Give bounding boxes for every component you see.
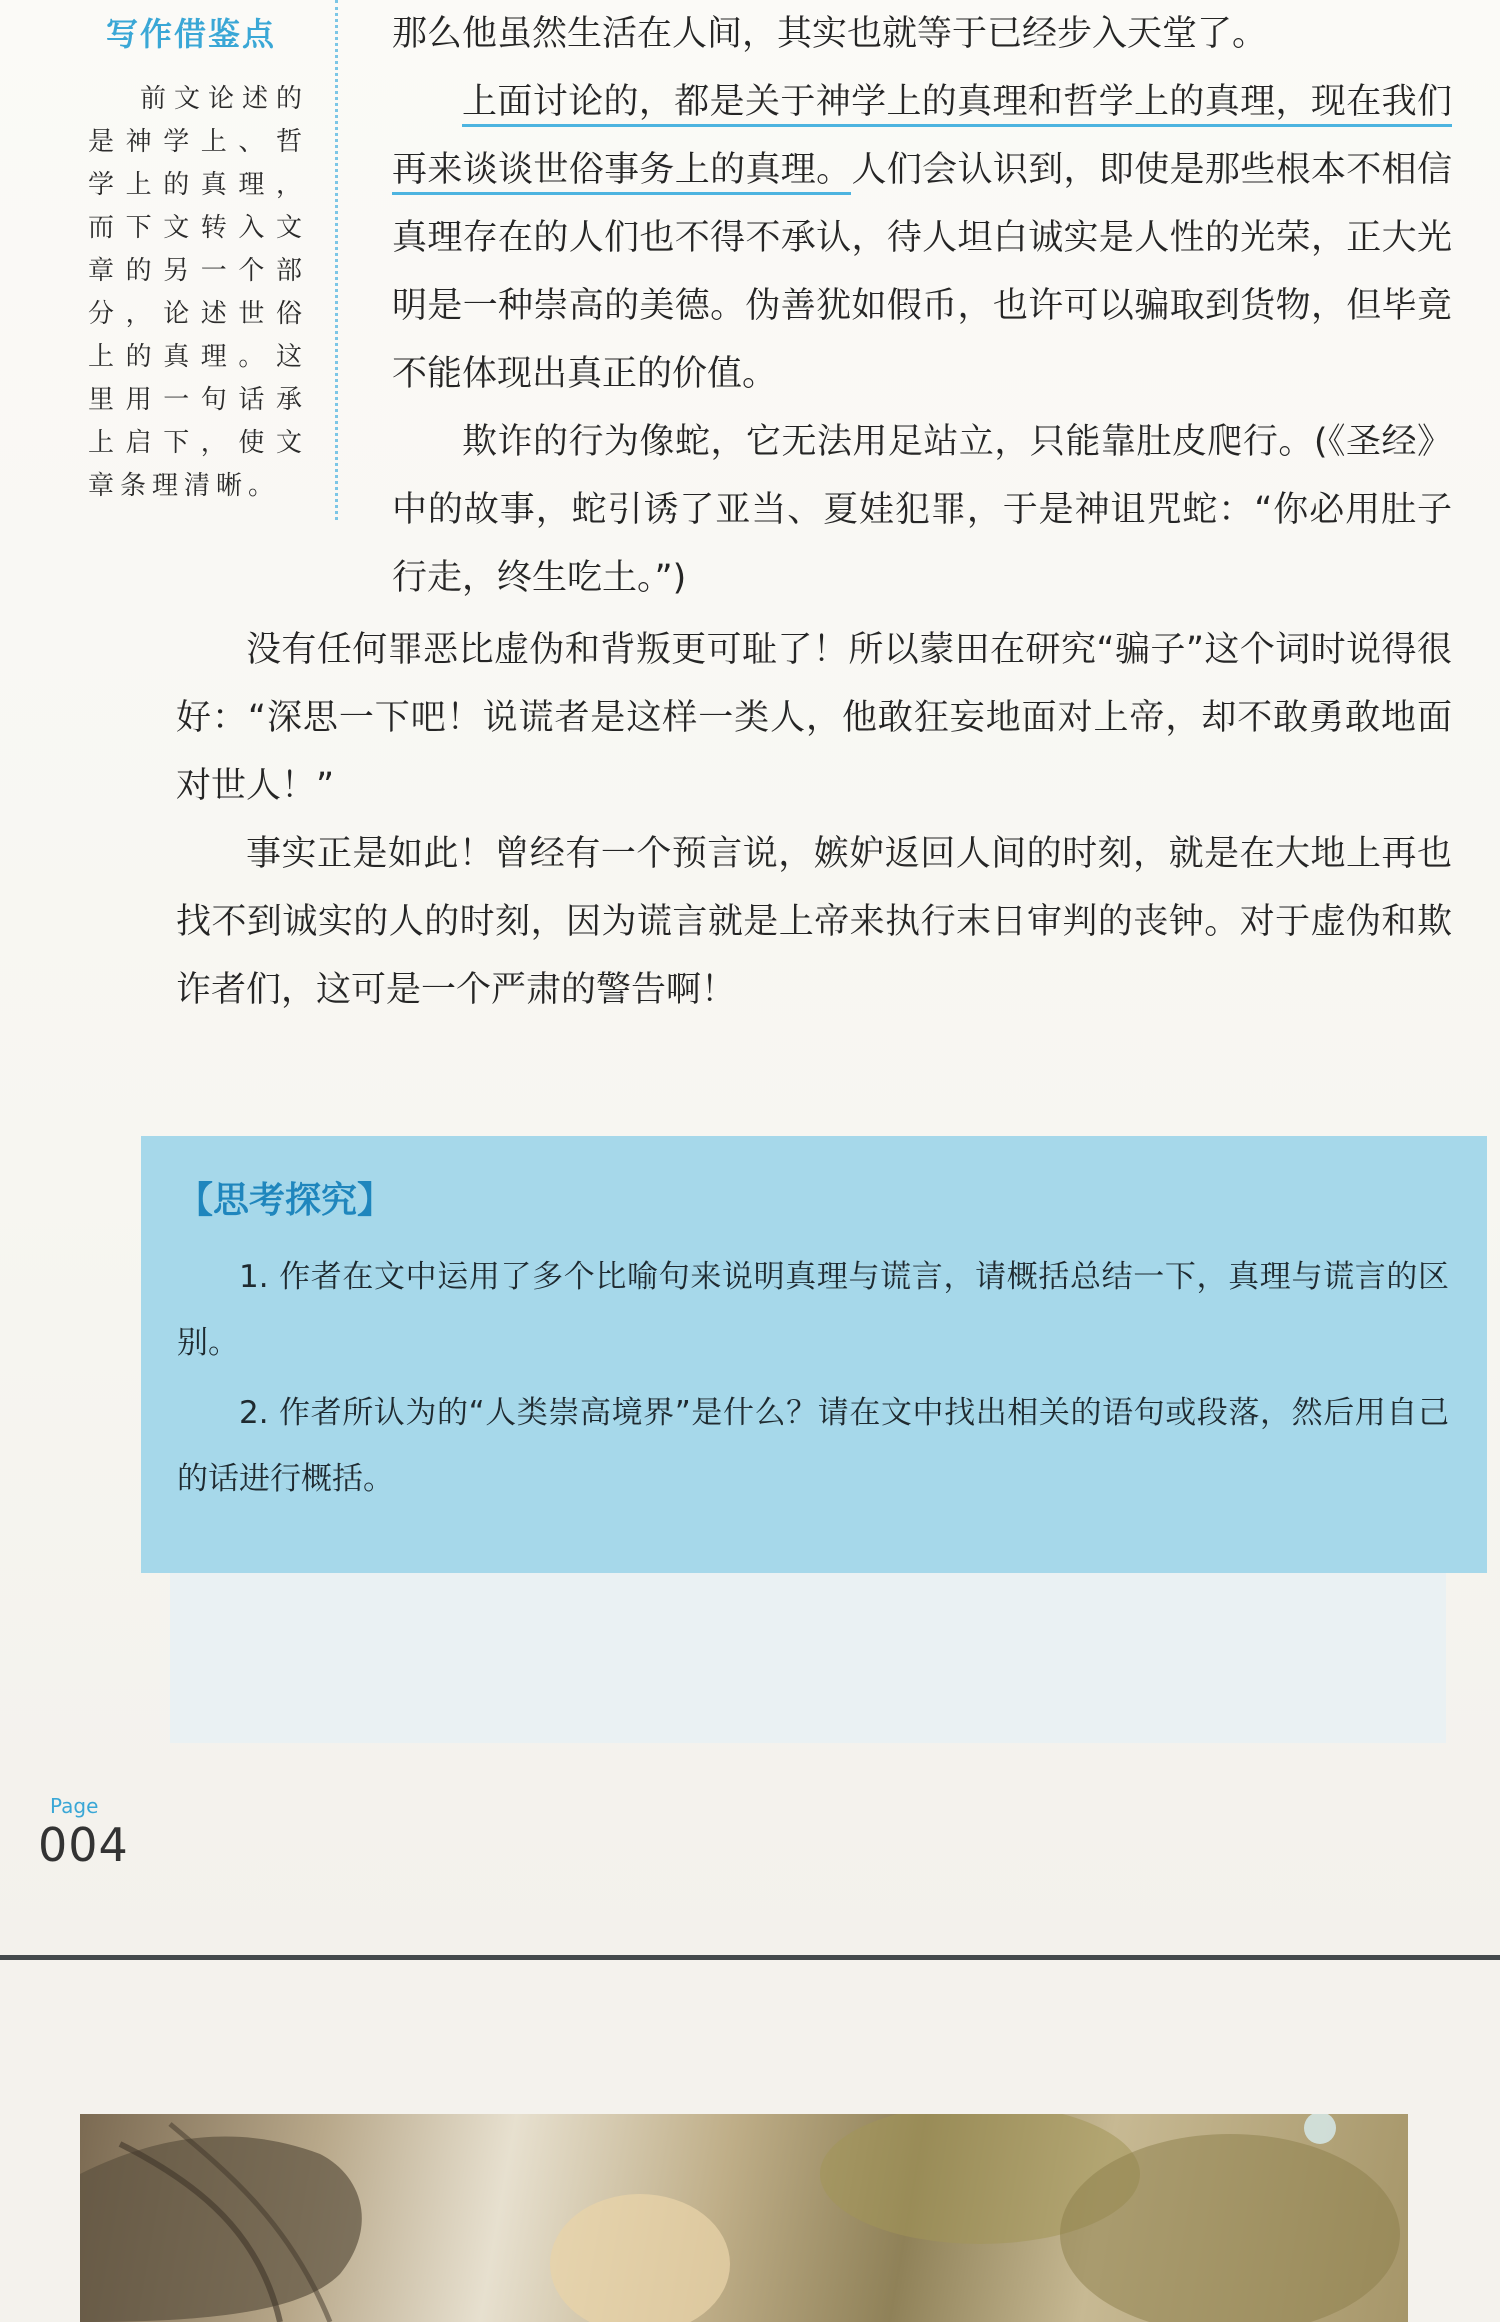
sidebar-note-body: 前文论述的是神学上、哲学上的真理，而下文转入文章的另一个部分，论述世俗上的真理。这里用一句话承上启下，使文章条理清晰。 (88, 84, 308, 501)
sidebar-note (88, 14, 308, 508)
paragraph-5: 事实正是如此！曾经有一个预言说，嫉妒返回人间的时刻，就是在大地上再也找不到诚实的人的时刻，因为谎言就是上帝来执行末日审判的丧钟。对于虚伪和欺诈者们，这可是一个严肃的警告啊！ (176, 834, 1452, 1010)
show-through-shading (170, 1573, 1446, 1743)
sidebar-note-title: 写作借鉴点 (106, 15, 277, 53)
paragraph-4: 没有任何罪恶比虚伪和背叛更可耻了！所以蒙田在研究“骗子”这个词时说得很好：“深思一下吧！说谎者是这样一类人，他敢狂妄地面对上帝，却不敢勇敢地面对世人！” (176, 630, 1452, 806)
think-explore-title: 【思考探究】 (177, 1180, 394, 1221)
main-text-lower (176, 616, 1452, 1024)
sidebar-divider (335, 0, 338, 520)
paragraph-2 (392, 68, 1452, 408)
paragraph-1: 那么他虽然生活在人间，其实也就等于已经步入天堂了。 (392, 14, 1268, 54)
think-explore-box (141, 1136, 1487, 1573)
paragraph-3: 欺诈的行为像蛇，它无法用足站立，只能靠肚皮爬行。(《圣经》中的故事，蛇引诱了亚当、夏娃犯罪，于是神诅咒蛇：“你必用肚子行走，终生吃土。”) (392, 422, 1452, 598)
paragraph-2-rest: 人们会认识到，即使是那些根本不相信真理存在的人们也不得不承认，待人坦白诚实是人性的光荣，正大光明是一种崇高的美德。伪善犹如假币，也许可以骗取到货物，但毕竟不能体现出真正的价值。 (392, 150, 1452, 394)
page-edge-line (0, 1955, 1500, 1960)
think-question-2: 2. 作者所认为的“人类崇高境界”是什么？请在文中找出相关的语句或段落，然后用自己的话进行概括。 (177, 1395, 1449, 1497)
page-label: Page (50, 1794, 99, 1818)
page-number: 004 (38, 1818, 129, 1872)
illustration-art (80, 2114, 1408, 2322)
illustration-image (80, 2114, 1408, 2322)
think-question-1: 1. 作者在文中运用了多个比喻句来说明真理与谎言，请概括总结一下，真理与谎言的区别。 (177, 1259, 1449, 1361)
paragraph-2-highlight: 上面讨论的，都是关于神学上的真理和哲学上的真理，现在我们再来谈谈世俗事务上的真理。 (392, 82, 1452, 195)
main-text-upper (392, 0, 1452, 612)
